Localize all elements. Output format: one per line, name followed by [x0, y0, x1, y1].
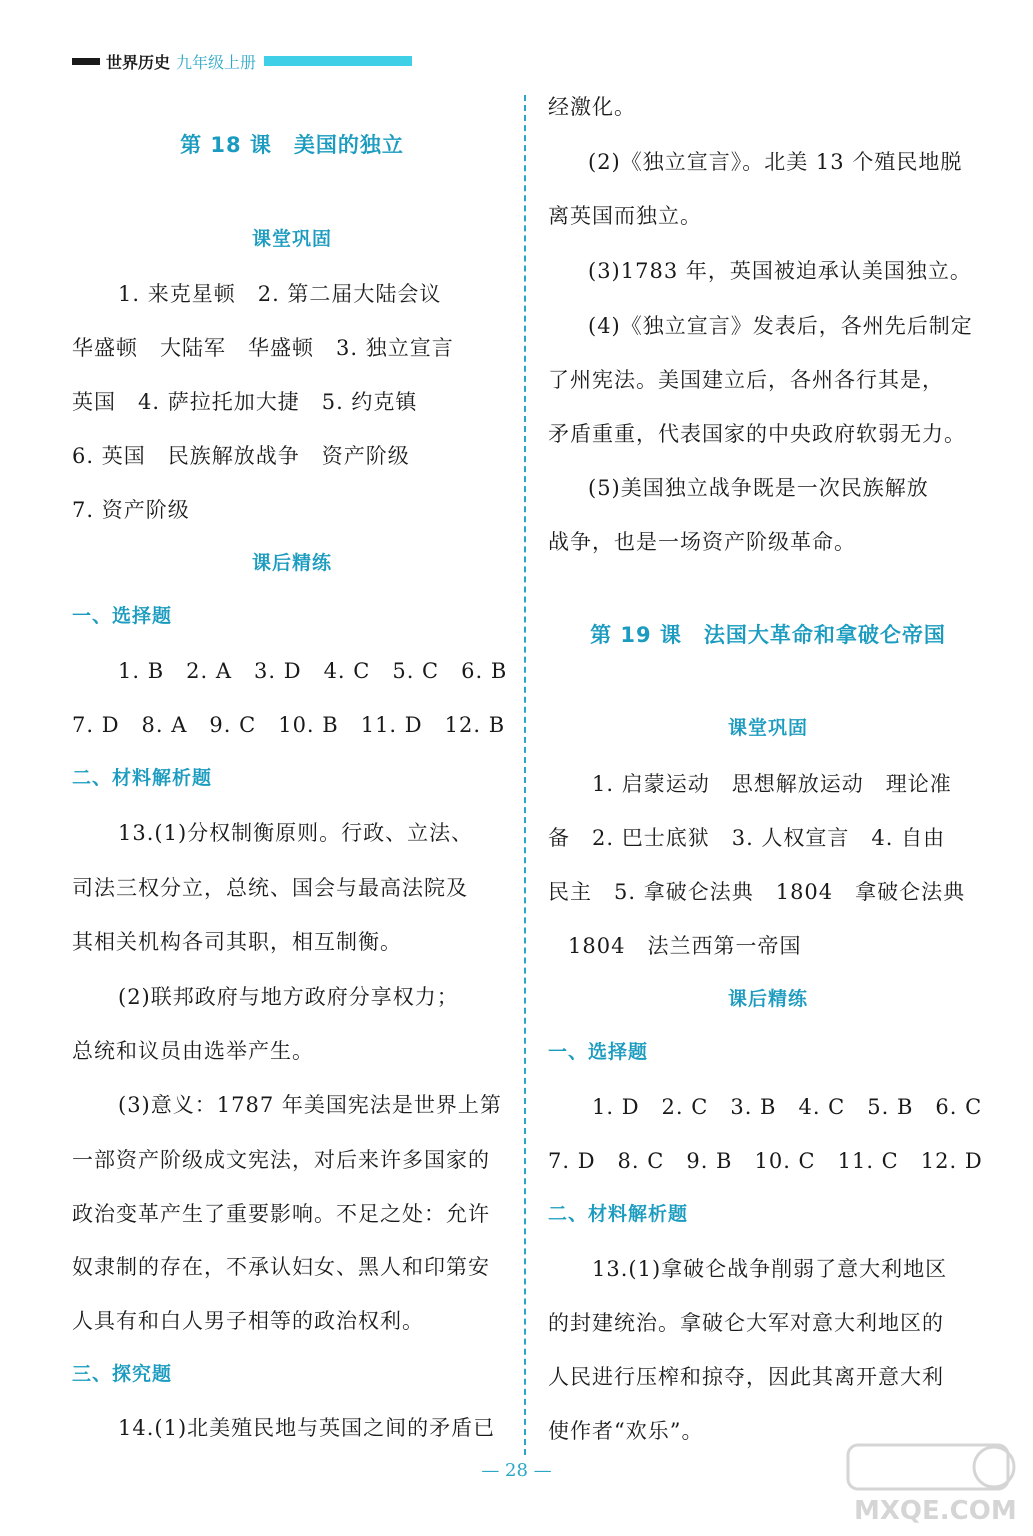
header-grade: 九年级上册: [176, 52, 257, 72]
right-choice-line: 1. D 2. C 3. B 4. C 5. B 6. C: [592, 1095, 983, 1119]
left-ketang-line: 7. 资产阶级: [72, 498, 190, 522]
left-ketang-line: 华盛顿 大陆军 华盛顿 3. 独立宣言: [72, 336, 454, 360]
left-choice-title: 一、选择题: [72, 605, 173, 627]
right-cont-line: 了州宪法。美国建立后，各州各行其是，: [548, 368, 944, 392]
right-material-line: 人民进行压榨和掠夺，因此其离开意大利: [548, 1365, 944, 1389]
right-material-title: 二、材料解析题: [548, 1203, 689, 1225]
watermark-logo: [844, 1441, 1019, 1526]
left-ketang-line: 6. 英国 民族解放战争 资产阶级: [72, 444, 410, 468]
right-cont-line: 经激化。: [548, 95, 636, 119]
right-ketang-line: 1804 法兰西第一帝国: [568, 934, 802, 958]
right-ketang-line: 民主 5. 拿破仑法典 1804 拿破仑法典: [548, 880, 966, 904]
left-ketang-line: 英国 4. 萨拉托加大捷 5. 约克镇: [72, 390, 418, 414]
left-material-line: 总统和议员由选举产生。: [72, 1039, 314, 1063]
lesson-18-title: 第 18 课 美国的独立: [180, 133, 404, 157]
header-subject: 世界历史: [106, 52, 171, 72]
right-choice-line: 7. D 8. C 9. B 10. C 11. C 12. D: [548, 1149, 983, 1173]
header-bar-cyan: [264, 56, 412, 66]
left-explore-title: 三、探究题: [72, 1363, 173, 1385]
left-material-line: 司法三权分立，总统、国会与最高法院及: [72, 876, 468, 900]
right-cont-line: (5)美国独立战争既是一次民族解放: [588, 476, 929, 500]
header-bar-dark: [72, 58, 100, 65]
left-material-line: 13.(1)分权制衡原则。行政、立法、: [118, 821, 474, 845]
left-material-line: 其相关机构各司其职，相互制衡。: [72, 930, 402, 954]
lesson-19-title: 第 19 课 法国大革命和拿破仑帝国: [590, 623, 946, 647]
right-ketang-title: 课堂巩固: [727, 717, 808, 739]
left-choice-line: 1. B 2. A 3. D 4. C 5. C 6. B: [118, 659, 508, 683]
left-explore-line: 14.(1)北美殖民地与英国之间的矛盾已: [118, 1416, 496, 1440]
right-cont-line: (2)《独立宣言》。北美 13 个殖民地脱: [588, 150, 963, 174]
right-ketang-line: 备 2. 巴士底狱 3. 人权宣言 4. 自由: [548, 826, 946, 850]
left-material-line: 奴隶制的存在，不承认妇女、黑人和印第安: [72, 1255, 490, 1279]
right-ketang-line: 1. 启蒙运动 思想解放运动 理论准: [592, 772, 952, 796]
right-cont-line: 离英国而独立。: [548, 204, 702, 228]
right-material-line: 使作者“欢乐”。: [548, 1419, 704, 1443]
right-material-line: 的封建统治。拿破仑大军对意大利地区的: [548, 1311, 944, 1335]
right-cont-line: (3)1783 年，英国被迫承认美国独立。: [588, 259, 972, 283]
right-cont-line: (4)《独立宣言》发表后，各州先后制定: [588, 314, 973, 338]
left-kehou-title: 课后精练: [251, 552, 332, 574]
left-material-title: 二、材料解析题: [72, 767, 213, 789]
left-material-line: 政治变革产生了重要影响。不足之处：允许: [72, 1202, 490, 1226]
right-choice-title: 一、选择题: [548, 1041, 649, 1063]
right-cont-line: 矛盾重重，代表国家的中央政府软弱无力。: [548, 422, 966, 446]
page-number: — 28 —: [481, 1460, 552, 1481]
left-ketang-line: 1. 来克星顿 2. 第二届大陆会议: [118, 282, 442, 306]
left-choice-line: 7. D 8. A 9. C 10. B 11. D 12. B: [72, 713, 506, 737]
left-ketang-title: 课堂巩固: [251, 228, 332, 250]
svg-text:MXQE.COM: MXQE.COM: [854, 1496, 1017, 1526]
page-header: [72, 50, 412, 72]
left-material-line: 一部资产阶级成文宪法，对后来许多国家的: [72, 1148, 490, 1172]
left-material-line: 人具有和白人男子相等的政治权利。: [72, 1309, 424, 1333]
right-cont-line: 战争，也是一场资产阶级革命。: [548, 530, 856, 554]
left-material-line: (3)意义：1787 年美国宪法是世界上第: [118, 1093, 502, 1117]
left-material-line: (2)联邦政府与地方政府分享权力；: [118, 985, 459, 1009]
right-material-line: 13.(1)拿破仑战争削弱了意大利地区: [592, 1257, 948, 1281]
right-kehou-title: 课后精练: [727, 988, 808, 1010]
